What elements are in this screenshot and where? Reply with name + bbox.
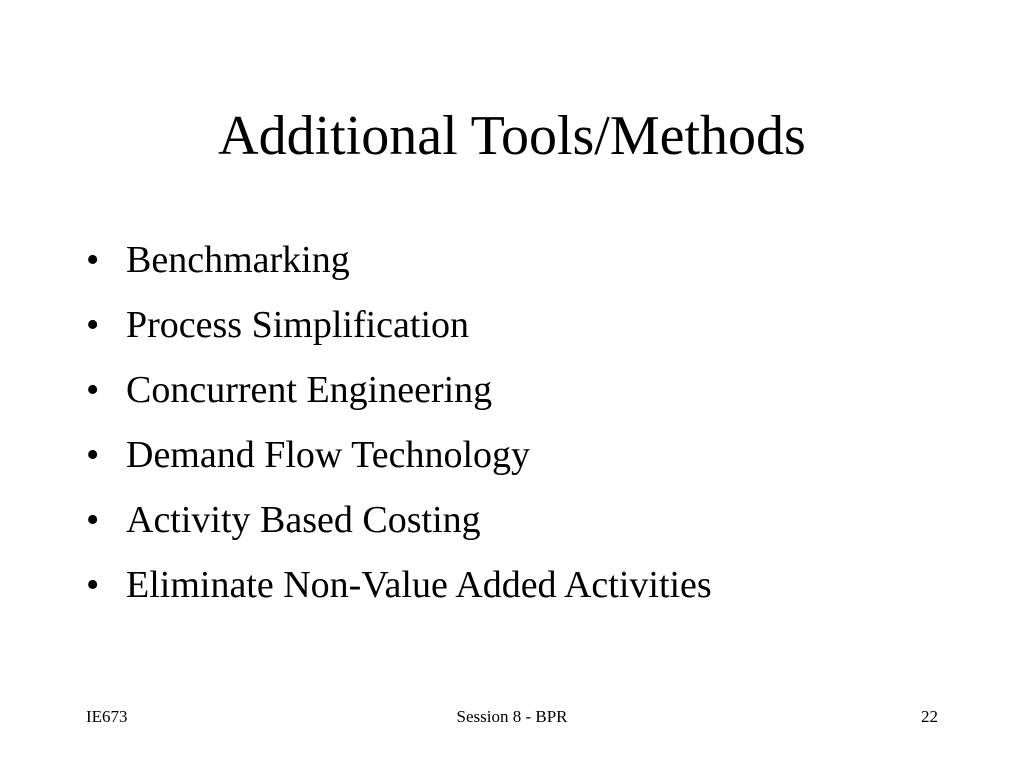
bullet-item-demand-flow-technology: [86, 423, 712, 488]
bullet-item-eliminate-non-value-added: [86, 553, 712, 618]
bullet-item-activity-based-costing: [86, 488, 712, 553]
bullet-text: Activity Based Costing: [126, 499, 481, 541]
bullet-item-process-simplification: [86, 293, 712, 358]
bullet-icon: •: [86, 369, 100, 411]
bullet-icon: •: [86, 239, 100, 281]
bullet-list: [86, 228, 712, 618]
bullet-item-concurrent-engineering: [86, 358, 712, 423]
footer-page-number: 22: [921, 707, 938, 726]
bullet-icon: •: [86, 304, 100, 346]
bullet-text: Demand Flow Technology: [126, 434, 531, 476]
bullet-text: Concurrent Engineering: [126, 369, 493, 411]
bullet-icon: •: [86, 564, 100, 606]
bullet-text: Benchmarking: [126, 239, 350, 281]
bullet-text: Eliminate Non-Value Added Activities: [126, 564, 712, 606]
slide-title: Additional Tools/Methods: [218, 105, 806, 167]
footer-course-code: IE673: [86, 707, 128, 726]
footer-session-title: Session 8 - BPR: [456, 707, 568, 726]
bullet-item-benchmarking: [86, 228, 712, 293]
bullet-icon: •: [86, 499, 100, 541]
bullet-text: Process Simplification: [126, 304, 470, 346]
bullet-icon: •: [86, 434, 100, 476]
